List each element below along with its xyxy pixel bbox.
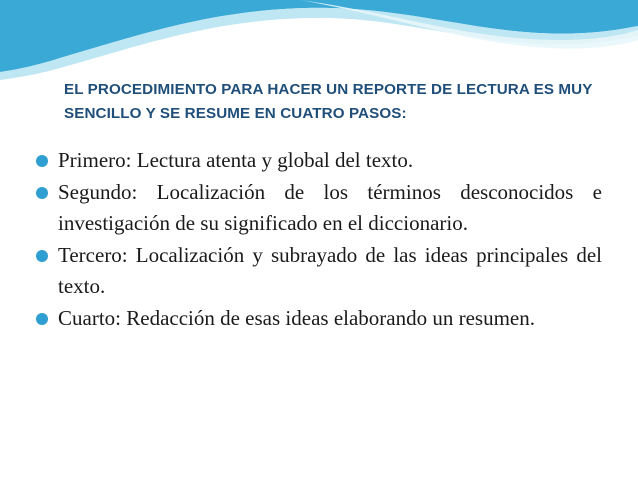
bullet-icon xyxy=(36,155,48,167)
step-4-text: Cuarto: Redacción de esas ideas elaborando un resumen. xyxy=(58,306,536,330)
list-item-step-3 xyxy=(36,240,602,302)
step-1-text: Primero: Lectura atenta y global del texto. xyxy=(58,148,414,172)
step-2-text: Segundo: Localización de los términos desconocidos e investigación de su significado en el diccionario. xyxy=(58,180,602,235)
decorative-wave-header xyxy=(0,0,638,90)
step-3-text: Tercero: Localización y subrayado de las ideas principales del texto. xyxy=(58,243,602,298)
list-item-step-1 xyxy=(36,145,602,176)
bullet-icon xyxy=(36,250,48,262)
slide-heading: EL PROCEDIMIENTO PARA HACER UN REPORTE DE LECTURA ES MUY SENCILLO Y SE RESUME EN CUATRO PASOS: xyxy=(64,81,593,122)
list-item-step-4 xyxy=(36,303,602,334)
bullet-icon xyxy=(36,187,48,199)
steps-list xyxy=(36,145,602,335)
bullet-icon xyxy=(36,313,48,325)
list-item-step-2 xyxy=(36,177,602,239)
